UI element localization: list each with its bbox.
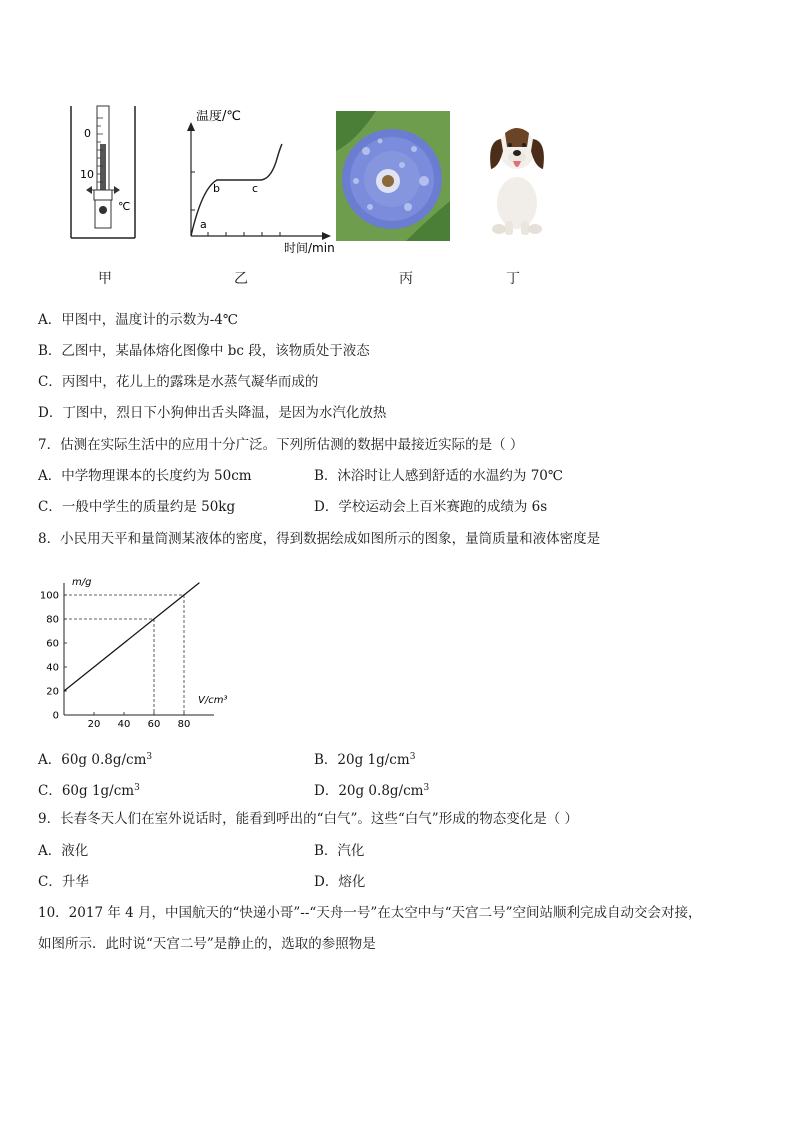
thermometer-tick-10: 10 [80, 168, 94, 181]
x-tick-label: 20 [87, 719, 101, 730]
caption-bing: 丙 [399, 271, 413, 287]
q10-line-1: 10．2017 年 4 月，中国航天的“快递小哥”--“天舟一号”在太空中与“天宫二号”空间站顺利完成自动交会对接， [38, 905, 702, 921]
q6-option-b: B．乙图中，某晶体熔化图像中 bc 段，该物质处于液态 [38, 343, 370, 359]
thermometer-tick-0: 0 [84, 127, 91, 140]
q8-option-b: B．20g $1g/cm^3$ [314, 752, 416, 768]
q7-option-c: C．一般中学生的质量约是 50kg [38, 499, 236, 515]
y-tick-label: 0 [52, 710, 59, 722]
melting-graph-figure [180, 110, 350, 260]
data-point [198, 582, 199, 583]
y-tick-label: 100 [39, 590, 59, 602]
x-tick-label: 80 [177, 719, 191, 730]
point-b: b [213, 182, 220, 195]
thermometer-figure [64, 104, 144, 244]
y-axis-label: m/g [72, 577, 92, 588]
q7-option-b: B．沐浴时让人感到舒适的水温约为 70℃ [314, 468, 563, 484]
q8-stem: 8．小民用天平和量筒测某液体的密度，得到数据绘成如图所示的图象，量筒质量和液体密度是 [38, 531, 601, 547]
data-line [64, 583, 199, 691]
y-tick-label: 40 [46, 662, 59, 674]
q9-option-a: A．液化 [38, 843, 89, 859]
q10-line-2: 如图所示．此时说“天宫二号”是静止的，选取的参照物是 [38, 936, 376, 952]
data-point [183, 594, 184, 595]
x-tick-label: 60 [147, 719, 161, 730]
q9-option-d: D．熔化 [314, 874, 366, 890]
x-tick-label: 40 [117, 719, 131, 730]
q9-stem: 9．长春冬天人们在室外说话时，能看到呼出的“白气”。这些“白气”形成的物态变化是（ ） [38, 811, 578, 827]
y-tick-label: 80 [46, 614, 59, 626]
caption-jia: 甲 [98, 271, 112, 287]
data-point [63, 690, 64, 691]
q9-option-b: B．汽化 [314, 843, 365, 859]
point-a: a [200, 218, 207, 231]
q8-option-d: D．20g $0.8g/cm^3$ [314, 783, 430, 799]
q8-option-a: A．60g $0.8g/cm^3$ [38, 752, 153, 768]
x-axis-label: V/cm³ [198, 695, 228, 706]
data-point [153, 618, 154, 619]
q7-stem: 7．估测在实际生活中的应用十分广泛。下列所估测的数据中最接近实际的是（ ） [38, 437, 524, 453]
melting-ylabel: 温度/℃ [196, 110, 241, 124]
q8-option-c: C．60g $1g/cm^3$ [38, 783, 140, 799]
q7-option-a: A．中学物理课本的长度约为 50cm [38, 468, 252, 484]
y-tick-label: 20 [46, 686, 59, 698]
dog-photo [467, 111, 567, 241]
mass-volume-chart [30, 562, 230, 734]
caption-yi: 乙 [234, 271, 248, 287]
y-tick-label: 60 [46, 638, 59, 650]
q6-option-d: D．丁图中，烈日下小狗伸出舌头降温，是因为水汽化放热 [38, 405, 387, 421]
q7-option-d: D．学校运动会上百米赛跑的成绩为 6s [314, 499, 548, 515]
q6-option-a: A．甲图中，温度计的示数为-4℃ [38, 312, 239, 328]
point-c: c [252, 182, 259, 195]
q6-option-c: C．丙图中，花儿上的露珠是水蒸气凝华而成的 [38, 374, 319, 390]
melting-xlabel: 时间/min [284, 241, 335, 255]
flower-photo [336, 111, 450, 241]
thermometer-unit: ℃ [118, 200, 131, 213]
caption-ding: 丁 [506, 271, 520, 287]
q9-option-c: C．升华 [38, 874, 89, 890]
